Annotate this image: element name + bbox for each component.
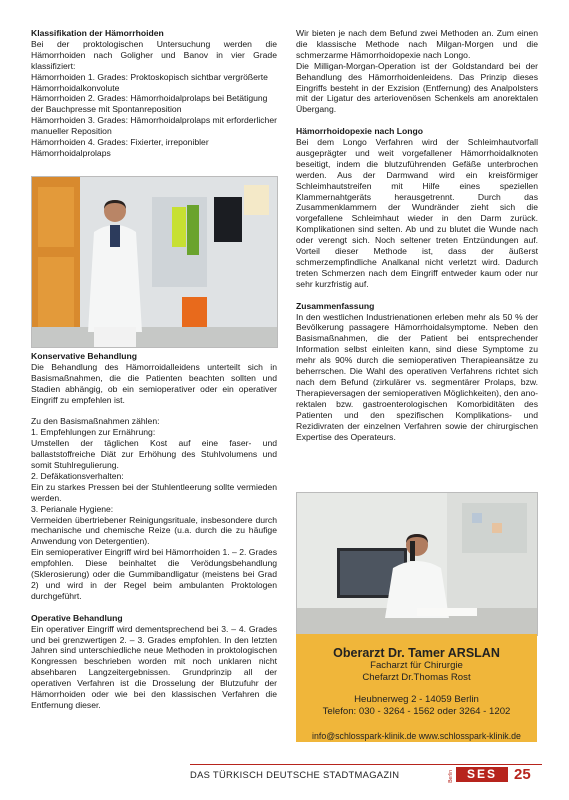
city-label: Berlin bbox=[448, 770, 454, 783]
paragraph: Die Milligan-Morgan-Operation ist der Goldstandard bei der Behandlung des Hämorrhoidenleidens. Das Prinzip dieses Eingriffs besteht in der Exzision (Entfernung) des Analpolsters mit der Ligatur des arteriovenösen Schenkels am anorektalen Übergang. bbox=[296, 60, 538, 115]
phone: Telefon: 030 - 3264 - 1562 oder 3264 - 1202 bbox=[322, 706, 511, 717]
paragraph: 3. Perianale Hygiene: bbox=[31, 503, 114, 514]
paragraph: 1. Empfehlungen zur Ernährung: bbox=[31, 427, 156, 438]
paragraph: Wir bieten je nach dem Befund zwei Methoden an. Zum einen die klassische Methode nach Milgan-Morgen und die schmerzarme Hämorrhoidopexie nach Longo. bbox=[296, 28, 538, 60]
operativ-heading: Operative Behandlung bbox=[31, 612, 123, 623]
doctor-standing-photo bbox=[31, 176, 278, 348]
page-number: 25 bbox=[514, 766, 531, 783]
paragraph: In den westlichen Industrienationen erleben mehr als 50 % der Bevölkerung passagere Hämorrhoidalsymptome. Neben den Basismaßnahmen, die der Patient bei entsprechender Information selbst einleiten kann, sind diese Symptome zu mehr als 90% durch die semioperativen Therapieansätze zu beherrschen. Die Wahl des operativen Verfahrens richtet sich nach dem Befund (zirkulärer vs. segmentärer Prolaps, bzw. Therapieversagen der semioperativen Möglichkeiten), den ano-rektalen bzw. gastroenterologischen Komorbiditäten des Patienten und den spezifischen Komplikations- und Rezidivraten der einzelnen Verfahren sowie der chirurgischen Expertise des Operateurs. bbox=[296, 311, 538, 442]
left-column-bottom bbox=[31, 351, 277, 711]
paragraph: Zu den Basismaßnahmen zählen: bbox=[31, 416, 160, 427]
doctor-title: Facharzt für Chirurgie bbox=[370, 660, 463, 671]
paragraph: Hämorrhoiden 2. Grades: Hämorrhoidalprolaps bei Betätigung der Bauchpresse mit Spontanreposition bbox=[31, 93, 268, 115]
paragraph: Hämorrhoiden 4. Grades: Fixierter, irreponibler Hämorrhoidalprolaps bbox=[31, 137, 209, 158]
left-column-top bbox=[31, 28, 277, 159]
footer bbox=[190, 764, 542, 784]
paragraph: Die Behandlung des Hämorroidalleidens unterteilt sich in Basismaßnahmen, die die Patienten beachten sollten und Stadien abhängig, ob ein semioperativer oder ein operativer Eingriff zu empfehlen ist. bbox=[31, 361, 277, 405]
paragraph: Hämorrhoiden 1. Grades: Proktoskopisch sichtbar vergrößerte Hämorrhoidalkonvolute bbox=[31, 71, 268, 93]
paragraph: Bei der proktologischen Untersuchung werden die Hämorrhoiden nach Goligher und Banov in vier Grade klassifiziert: bbox=[31, 38, 277, 71]
contact-card bbox=[296, 634, 537, 742]
konservativ-heading: Konservative Behandlung bbox=[31, 351, 138, 361]
paragraph: Ein semioperativer Eingriff wird bei Hämorrhoiden 1. – 2. Grades empfohlen. Diese beinhaltet die Verödungsbehandlung (Sklerosierung) oder die Gummibandligatur (meistens bei Grad 2) und wird in der Regel beim ambulanten Proktologen durchgeführt. bbox=[31, 547, 277, 601]
klassifikation-heading: Klassifikation der Hämorrhoiden bbox=[31, 28, 164, 38]
doctor-chief: Chefarzt Dr.Thomas Rost bbox=[362, 672, 471, 683]
magazine-name: DAS TÜRKISCH DEUTSCHE STADTMAGAZIN bbox=[190, 769, 400, 780]
paragraph: Umstellen der täglichen Kost auf eine faser- und ballaststoffreiche Diät zur Erhöhung des Stuhlvolumens und somit Stuhlregulierung. bbox=[31, 438, 277, 471]
ses-logo: SES bbox=[456, 767, 508, 782]
paragraph: Hämorrhoiden 3. Grades: Hämorrhoidalprolaps mit erforderlicher manueller Reposition bbox=[31, 115, 277, 137]
longo-heading: Hämorrhoidopexie nach Longo bbox=[296, 126, 424, 137]
doctor-phone-photo bbox=[296, 492, 538, 636]
right-column bbox=[296, 28, 538, 442]
paragraph: Vermeiden übertriebener Reinigungsrituale, insbesondere durch mechanische und chemische Reize (u.a. durch die zu häufige Anwendung von Detergentien). bbox=[31, 514, 277, 547]
footer-rule bbox=[190, 764, 542, 765]
paragraph: Ein zu starkes Pressen bei der Stuhlentleerung sollte vermieden werden. bbox=[31, 481, 277, 503]
paragraph: Bei dem Longo Verfahren wird der Schleimhautvorfall ausgeprägter und weit vorgefallener Hämorrhoidalknoten beseitigt, indem die blutzuführenden Gefäße unterbrochen werden. Aus der Darmwand wird ein kreisförmiger Schleimhautstreifen mit Hilfe eines speziellen Klammernahtgeräts herausgetrennt. Durch das Zusammenklammern der Wundränder zieht sich die vorgefallene Schleimhaut wieder in den Darm zurück. Komplikationen sind selten. Ab und zu blutet die Wunde nach oder verengt sich. Noch seltener treten Entzündungen auf. Vorteil dieser Methode ist, dass der äußerst schmerzempfindliche Analkanal nicht verletzt wird. Dadurch treten Schmerzen nach dem Eingriff entweder kaum oder nur sehr kurzfristig auf. bbox=[296, 137, 538, 289]
paragraph: 2. Defäkationsverhalten: bbox=[31, 470, 124, 481]
paragraph: Ein operativer Eingriff wird dementsprechend bei 3. – 4. Grades und bei grenzwertigen 2. – 3. Grades empfohlen. In den letzten Jahren sind unterschiedliche neue Methoden in proktologischen Kongressen beschrieben worden mit noch unklaren nicht absehbaren Langzeitergebnissen. Grundprinzip all der operativen Verfahren ist die Drosselung der Blutzufuhr der Hämorrhoiden oder wie bei den klassischen Verfahren die Entfernung dieser. bbox=[31, 623, 277, 710]
doctor-name: Oberarzt Dr. Tamer ARSLAN bbox=[333, 646, 500, 660]
contact-links[interactable]: info@schlosspark-klinik.de www.schlosspark-klinik.de bbox=[312, 731, 521, 741]
address: Heubnerweg 2 - 14059 Berlin bbox=[354, 694, 479, 705]
summary-heading: Zusammenfassung bbox=[296, 300, 375, 311]
